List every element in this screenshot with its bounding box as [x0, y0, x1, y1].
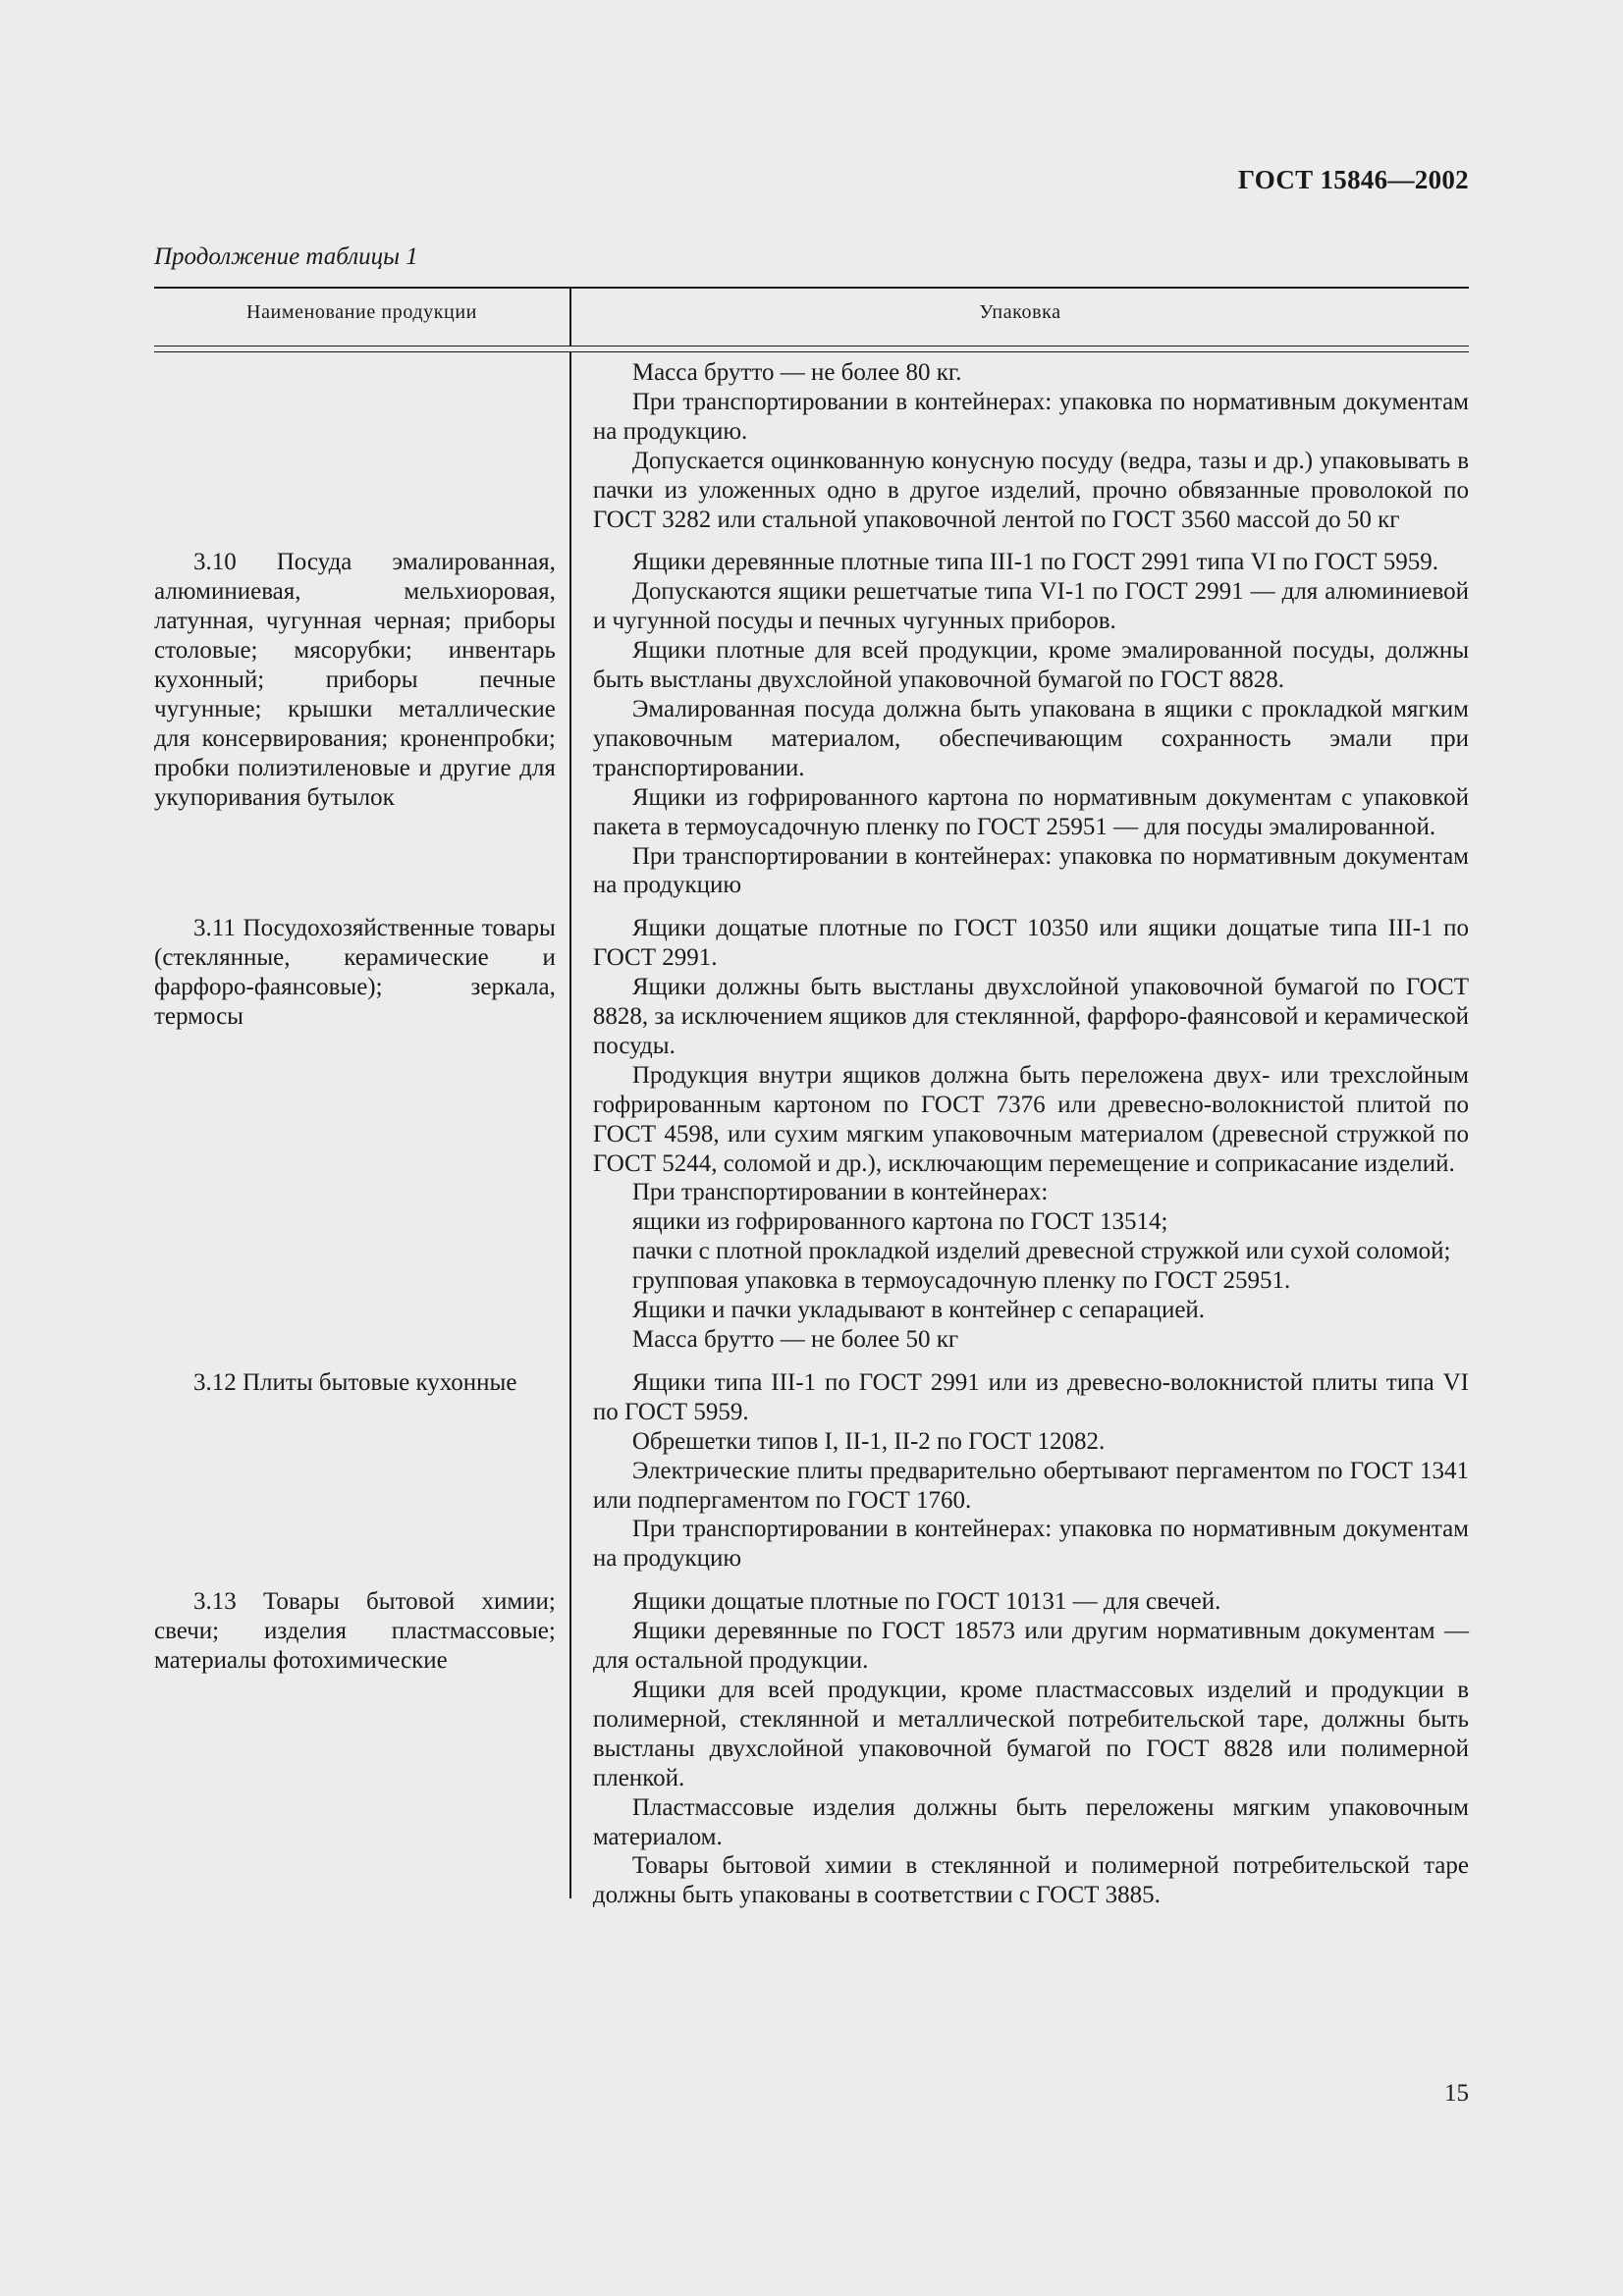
product-name: 3.13 Товары бытовой химии; свечи; изделия пластмассовые; материалы фотохимические: [154, 1588, 556, 1675]
packaging-paragraph: Ящики дощатые плотные по ГОСТ 10350 или ящики дощатые типа III-1 по ГОСТ 2991.: [592, 915, 1469, 972]
packaging-paragraph: групповая упаковка в термоусадочную пленку по ГОСТ 25951.: [631, 1267, 1291, 1295]
packaging-paragraph: Ящики деревянные по ГОСТ 18573 или другим нормативным документам — для остальной продукции.: [592, 1618, 1469, 1675]
table-row: [154, 1587, 1469, 1910]
packaging-cell: [593, 914, 1469, 1355]
packaging-paragraph: Ящики из гофрированного картона по нормативным документам с упаковкой пакета в термоусадочную пленку по ГОСТ 25951 — для посуды эмалированной.: [592, 783, 1469, 840]
packaging-paragraph: Товары бытовой химии в стеклянной и полимерной потребительской таре должны быть упакованы в соответствии с ГОСТ 3885.: [592, 1852, 1469, 1909]
product-name: 3.10 Посуда эмалированная, алюминиевая, мельхиоровая, латунная, чугунная черная; приборы столовые; мясорубки; инвентарь кухонный; приборы печные чугунные; крышки металлические для консервирования; кроненпробки; пробки полиэтиленовые и другие для укупоривания бутылок: [154, 549, 556, 811]
packaging-paragraph: Ящики и пачки укладывают в контейнер с сепарацией.: [631, 1297, 1206, 1324]
packaging-paragraph: Ящики дощатые плотные по ГОСТ 10131 — для свечей.: [631, 1588, 1221, 1616]
packaging-paragraph: Ящики должны быть выстланы двухслойной упаковочной бумагой по ГОСТ 8828, за исключением ящиков для стеклянной, фарфоро-фаянсовой и керамической посуды.: [592, 974, 1469, 1059]
column-header-product: Наименование продукции: [246, 301, 477, 323]
packaging-paragraph: При транспортировании в контейнерах: упаковка по нормативным документам на продукцию.: [592, 388, 1469, 445]
product-name-cell: [154, 548, 567, 900]
column-divider-body: [569, 352, 571, 1898]
packaging-cell: [593, 1587, 1469, 1910]
product-name-cell: [154, 914, 567, 1355]
document-code: ГОСТ 15846—2002: [1237, 165, 1469, 194]
table-row: [154, 358, 1469, 534]
packaging-cell: [593, 548, 1469, 900]
table-caption: Продолжение таблицы 1: [154, 243, 418, 270]
table-row: [154, 1368, 1469, 1574]
packaging-paragraph: пачки с плотной прокладкой изделий древесной стружкой или сухой соломой;: [631, 1238, 1451, 1265]
product-name-cell: [154, 358, 567, 534]
packaging-table: [154, 287, 1469, 1924]
packaging-paragraph: Ящики деревянные плотные типа III-1 по ГОСТ 2991 типа VI по ГОСТ 5959.: [631, 549, 1438, 576]
packaging-paragraph: Обрешетки типов I, II-1, II-2 по ГОСТ 12082.: [631, 1427, 1106, 1455]
packaging-paragraph: Эмалированная посуда должна быть упакована в ящики с прокладкой мягким упаковочным материалом, обеспечивающим сохранность эмали при транспортировании.: [592, 695, 1469, 781]
packaging-paragraph: При транспортировании в контейнерах:: [631, 1179, 1049, 1206]
packaging-paragraph: Ящики типа III-1 по ГОСТ 2991 или из древесно-волокнистой плиты типа VI по ГОСТ 5959.: [592, 1368, 1469, 1425]
packaging-paragraph: При транспортировании в контейнерах: упаковка по нормативным документам на продукцию: [592, 1516, 1469, 1573]
table-body: [154, 352, 1469, 1910]
packaging-paragraph: Масса брутто — не более 50 кг: [631, 1326, 959, 1353]
table-header: [154, 287, 1469, 346]
packaging-paragraph: Ящики плотные для всей продукции, кроме эмалированной посуды, должны быть выстланы двухслойной упаковочной бумагой по ГОСТ 8828.: [592, 637, 1469, 694]
packaging-paragraph: ящики из гофрированного картона по ГОСТ 13514;: [631, 1208, 1168, 1236]
packaging-paragraph: Продукция внутри ящиков должна быть переложена двух- или трехслойным гофрированным картоном по ГОСТ 7376 или древесно-волокнистой плитой по ГОСТ 4598, или сухим мягким упаковочным материалом (древесной стружкой по ГОСТ 5244, соломой и др.), исключающим перемещение и соприкасание изделий.: [592, 1061, 1469, 1177]
packaging-cell: [593, 358, 1469, 534]
table-row: [154, 548, 1469, 900]
packaging-paragraph: Допускается оцинкованную конусную посуду (ведра, тазы и др.) упаковывать в пачки из уложенных одно в другое изделий, прочно обвязанные проволокой по ГОСТ 3282 или стальной упаковочной лентой по ГОСТ 3560 массой до 50 кг: [592, 447, 1469, 533]
page-number: 15: [1444, 2080, 1469, 2107]
header-rule: [154, 346, 1469, 347]
product-name-cell: [154, 1368, 567, 1574]
column-header-packaging: Упаковка: [979, 301, 1061, 323]
packaging-paragraph: Электрические плиты предварительно обертывают пергаментом по ГОСТ 1341 или подпергаментом по ГОСТ 1760.: [592, 1457, 1469, 1514]
packaging-paragraph: Пластмассовые изделия должны быть переложены мягким упаковочным материалом.: [592, 1793, 1469, 1850]
packaging-paragraph: Допускаются ящики решетчатые типа VI-1 по ГОСТ 2991 — для алюминиевой и чугунной посуды и печных чугунных приборов.: [592, 578, 1469, 635]
table-row: [154, 914, 1469, 1355]
packaging-paragraph: При транспортировании в контейнерах: упаковка по нормативным документам на продукцию: [592, 842, 1469, 899]
product-name-cell: [154, 1587, 567, 1910]
packaging-paragraph: Ящики для всей продукции, кроме пластмассовых изделий и продукции в полимерной, стеклянной и металлической потребительской таре, должны быть выстланы двухслойной упаковочной бумагой по ГОСТ 8828 или полимерной пленкой.: [592, 1676, 1469, 1791]
product-name: 3.12 Плиты бытовые кухонные: [193, 1368, 517, 1396]
packaging-cell: [593, 1368, 1469, 1574]
product-name: 3.11 Посудохозяйственные товары (стеклянные, керамические и фарфоро-фаянсовые); зеркала, термосы: [154, 915, 556, 1031]
packaging-paragraph: Масса брутто — не более 80 кг.: [631, 359, 962, 386]
